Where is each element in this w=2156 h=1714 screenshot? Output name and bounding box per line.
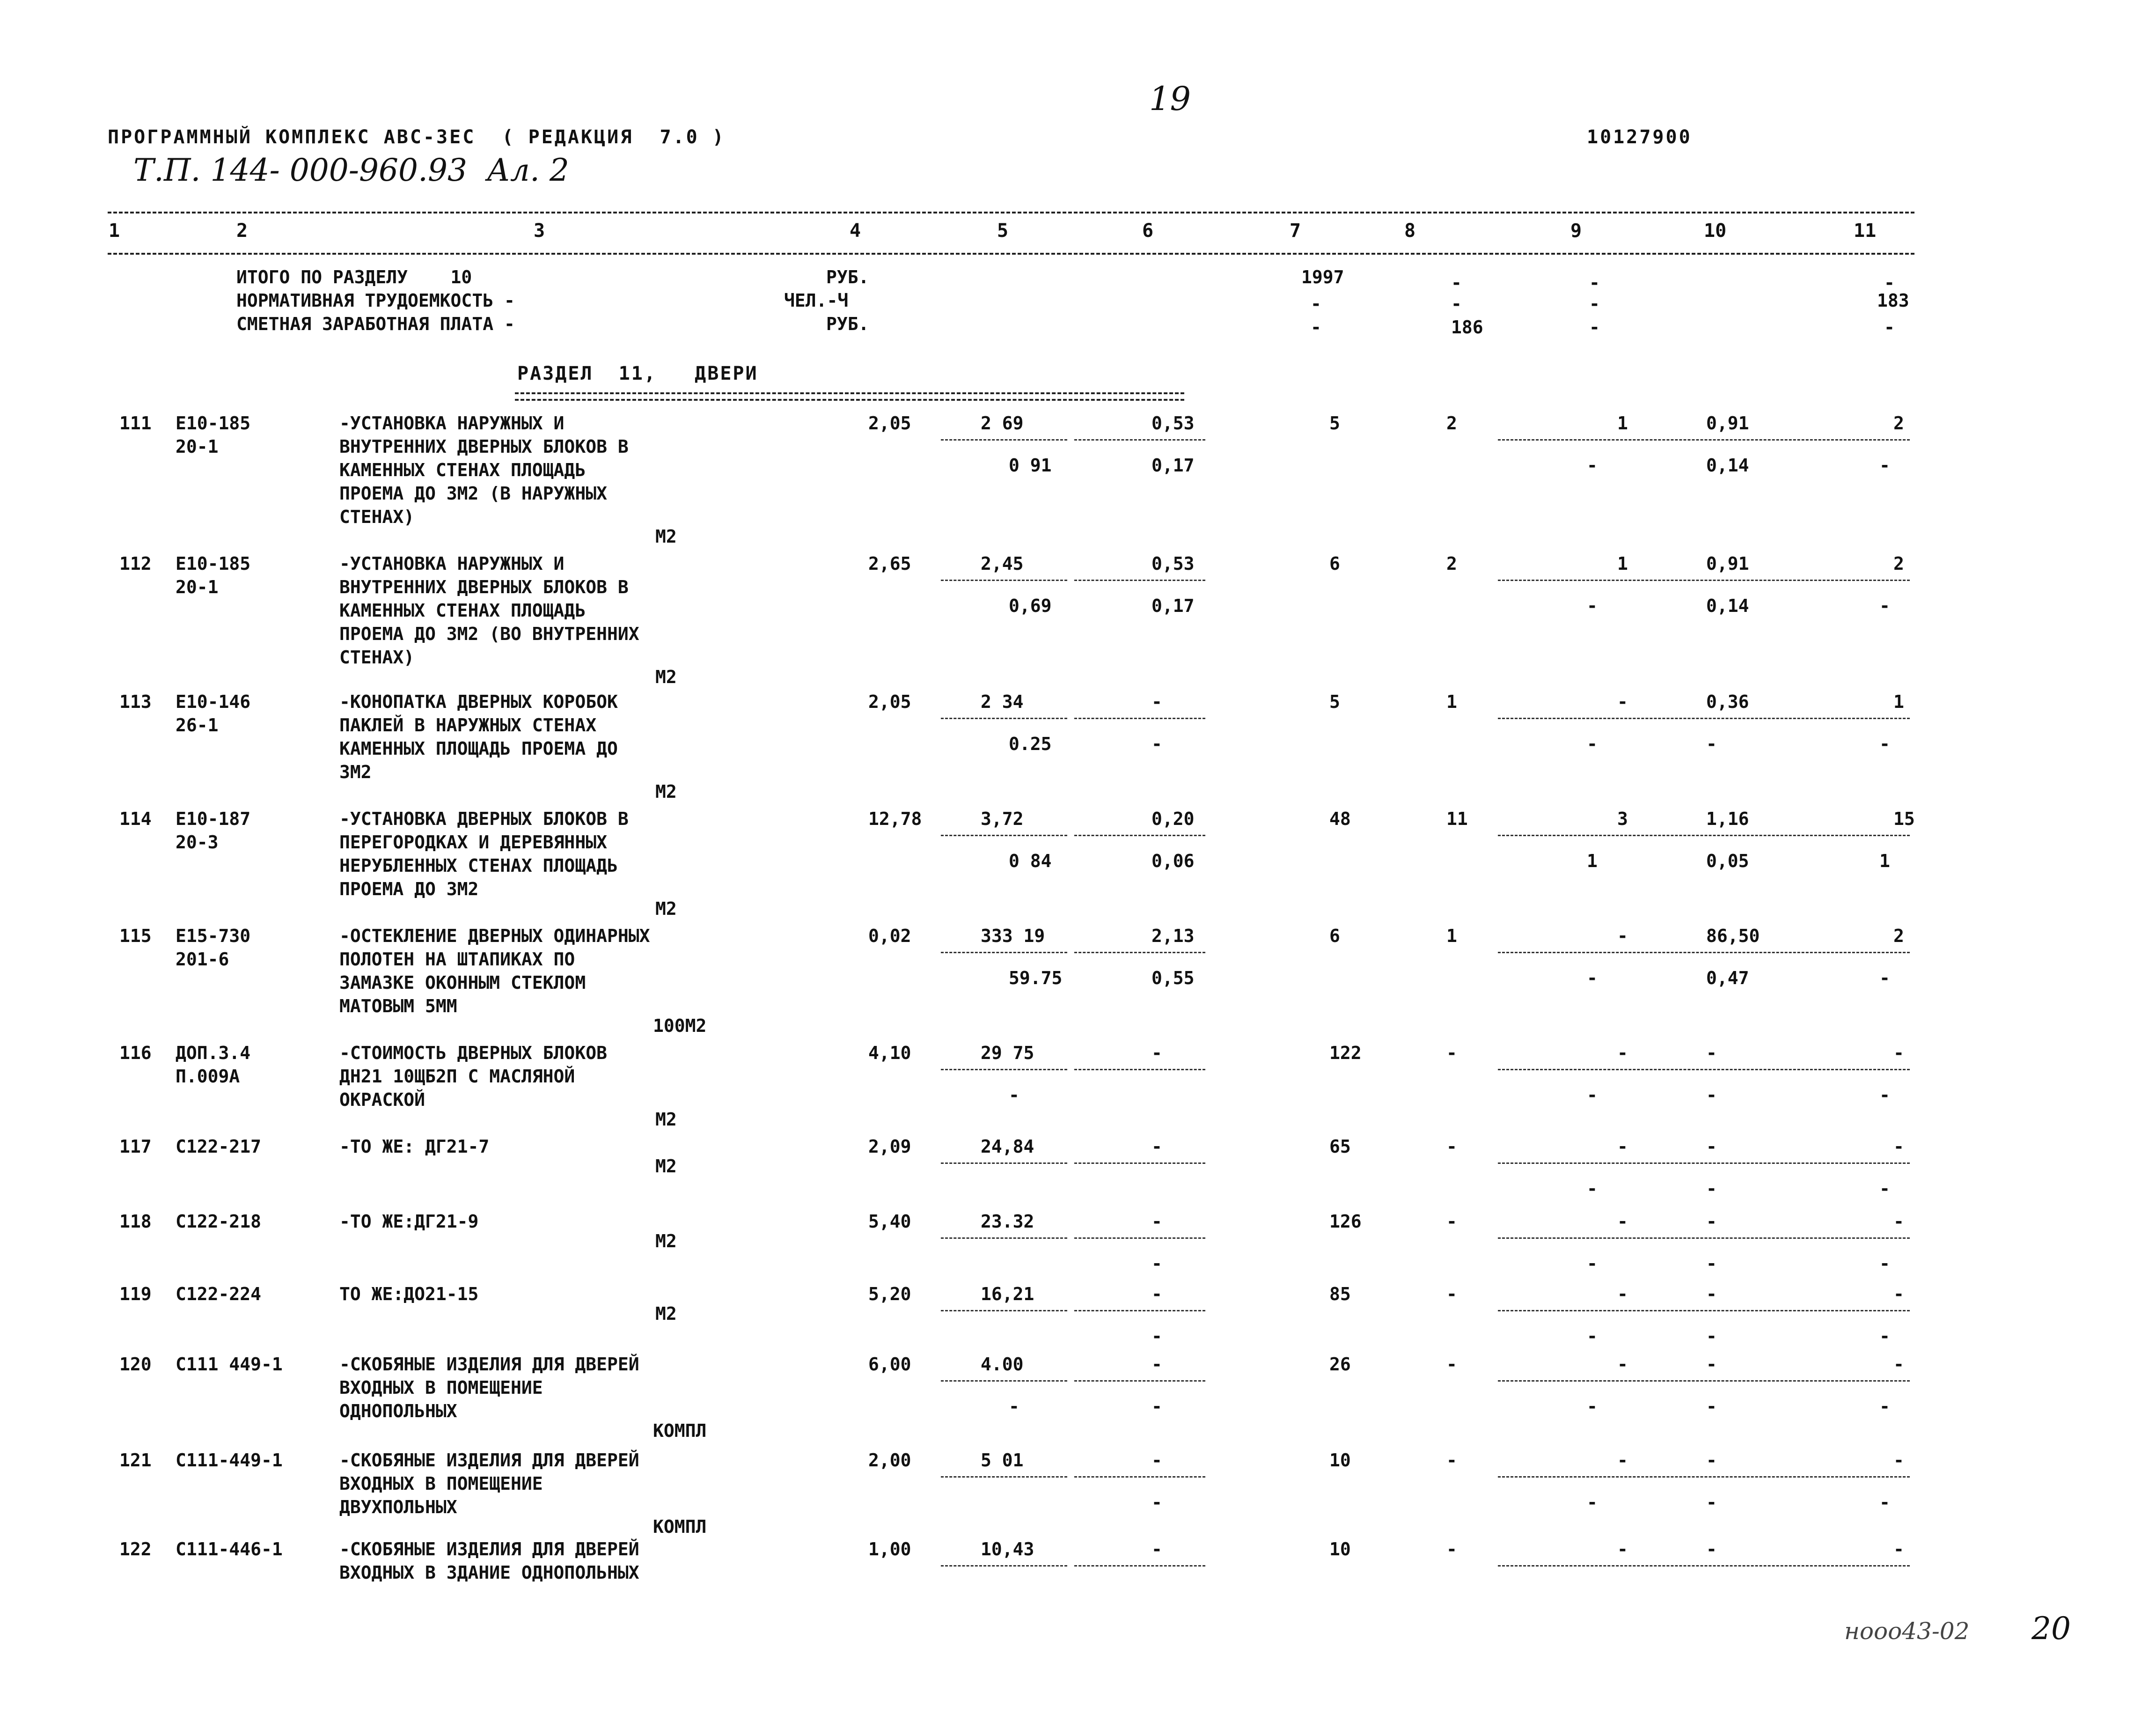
item-number: 121 — [119, 1450, 152, 1471]
cost-machines-wages: 1 — [1587, 851, 1598, 871]
item-description: -ТО ЖЕ: ДГ21-7 — [339, 1136, 490, 1157]
unit-price-machines-wages: 0,17 — [1151, 455, 1195, 476]
cost-divider — [1498, 1476, 1910, 1478]
column-number: 4 — [850, 220, 861, 242]
machines-divider — [1074, 952, 1205, 953]
labor-total: - — [1893, 1354, 1904, 1375]
item-number: 114 — [119, 809, 152, 829]
item-code: Е10-185 — [176, 413, 251, 434]
item-description: 3М2 — [339, 762, 372, 782]
item-number: 118 — [119, 1211, 152, 1232]
cost-divider — [1498, 580, 1910, 581]
labor-per-unit-machines: - — [1706, 1178, 1717, 1199]
item-description: ВНУТРЕННИХ ДВЕРНЫХ БЛОКОВ В — [339, 436, 629, 457]
cost-wages: 11 — [1446, 809, 1468, 829]
cost-machines-wages: - — [1587, 1085, 1598, 1105]
totals-value: - — [1311, 294, 1321, 314]
program-line: ПРОГРАММНЫЙ КОМПЛЕКС АВС-3ЕС ( РЕДАКЦИЯ 7.0 ) — [108, 126, 726, 148]
item-quantity: 2,05 — [868, 413, 911, 434]
item-description: ВНУТРЕННИХ ДВЕРНЫХ БЛОКОВ В — [339, 577, 629, 597]
unit-price-machines: - — [1151, 1284, 1162, 1304]
item-code: С122-218 — [176, 1211, 262, 1232]
cost-total: 10 — [1329, 1450, 1351, 1471]
unit-price-total: 16,21 — [981, 1284, 1034, 1304]
item-description: -УСТАНОВКА НАРУЖНЫХ И — [339, 413, 565, 434]
unit-price-total: 29 75 — [981, 1043, 1034, 1063]
column-number: 1 — [109, 220, 120, 242]
cost-total: 5 — [1329, 413, 1340, 434]
item-unit: 100М2 — [653, 1015, 707, 1036]
item-description: -УСТАНОВКА ДВЕРНЫХ БЛОКОВ В — [339, 809, 629, 829]
labor-per-unit-machines: 0,47 — [1706, 968, 1749, 988]
unit-price-total: 10,43 — [981, 1539, 1034, 1560]
item-description: ДВУХПОЛЬНЫХ — [339, 1497, 457, 1517]
cost-machines: - — [1617, 1539, 1628, 1560]
item-number: 116 — [119, 1043, 152, 1063]
item-unit: М2 — [655, 1109, 677, 1130]
labor-per-unit: - — [1706, 1284, 1717, 1304]
section-title-underline — [515, 392, 1184, 401]
cost-divider — [1498, 1162, 1910, 1164]
cost-wages: 1 — [1446, 691, 1457, 712]
labor-per-unit: 0,91 — [1706, 553, 1749, 574]
unit-price-machines-wages: 0,17 — [1151, 596, 1195, 616]
item-description: МАТОВЫМ 5ММ — [339, 996, 457, 1016]
unit-price-machines-wages: - — [1151, 1396, 1162, 1417]
unit-price-divider — [941, 835, 1067, 836]
labor-total: - — [1893, 1211, 1904, 1232]
labor-total: 15 — [1893, 809, 1915, 829]
item-number: 120 — [119, 1354, 152, 1375]
machines-divider — [1074, 1476, 1205, 1478]
item-description: -УСТАНОВКА НАРУЖНЫХ И — [339, 553, 565, 574]
cost-machines: - — [1617, 1284, 1628, 1304]
column-number: 8 — [1404, 220, 1416, 242]
cost-machines-wages: - — [1587, 734, 1598, 754]
unit-price-wages: - — [1009, 1396, 1019, 1417]
item-code: 20-1 — [176, 577, 219, 597]
cost-machines-wages: - — [1587, 596, 1598, 616]
totals-value: - — [1884, 317, 1895, 338]
item-description: КАМЕННЫХ ПЛОЩАДЬ ПРОЕМА ДО — [339, 738, 618, 759]
labor-total-machines: - — [1879, 1396, 1890, 1417]
unit-price-machines: 0,53 — [1151, 413, 1195, 434]
cost-total: 6 — [1329, 553, 1340, 574]
machines-divider — [1074, 718, 1205, 719]
unit-price-divider — [941, 1380, 1067, 1382]
cost-wages: - — [1446, 1043, 1457, 1063]
item-code: П.009А — [176, 1066, 240, 1087]
cost-wages: - — [1446, 1136, 1457, 1157]
item-code: Е10-187 — [176, 809, 251, 829]
header-rule-top — [108, 212, 1914, 213]
item-description: -ОСТЕКЛЕНИЕ ДВЕРНЫХ ОДИНАРНЫХ — [339, 926, 650, 946]
labor-per-unit: - — [1706, 1539, 1717, 1560]
totals-unit: РУБ. — [826, 267, 869, 287]
item-code: 20-3 — [176, 832, 219, 853]
labor-total-machines: - — [1879, 734, 1890, 754]
item-description: ПЕРЕГОРОДКАХ И ДЕРЕВЯННЫХ — [339, 832, 607, 853]
item-quantity: 1,00 — [868, 1539, 911, 1560]
item-description: ПАКЛЕЙ В НАРУЖНЫХ СТЕНАХ — [339, 715, 597, 736]
machines-divider — [1074, 1237, 1205, 1239]
column-number: 3 — [534, 220, 545, 242]
totals-label: СМЕТНАЯ ЗАРАБОТНАЯ ПЛАТА - — [236, 314, 515, 334]
item-description: ЗАМАЗКЕ ОКОННЫМ СТЕКЛОМ — [339, 972, 586, 993]
unit-price-machines: 0,20 — [1151, 809, 1195, 829]
page-number-top: 19 — [1149, 80, 1191, 118]
labor-per-unit-machines: - — [1706, 1396, 1717, 1417]
item-code: Е15-730 — [176, 926, 251, 946]
unit-price-machines-wages: 0,06 — [1151, 851, 1195, 871]
section-title: РАЗДЕЛ 11, ДВЕРИ — [517, 363, 758, 384]
item-quantity: 2,09 — [868, 1136, 911, 1157]
unit-price-divider — [941, 1069, 1067, 1070]
totals-label: НОРМАТИВНАЯ ТРУДОЕМКОСТЬ - — [236, 290, 515, 311]
unit-price-machines-wages: - — [1151, 1326, 1162, 1346]
column-number: 10 — [1704, 220, 1727, 242]
labor-total: - — [1893, 1450, 1904, 1471]
labor-total-machines: - — [1879, 1085, 1890, 1105]
item-code: ДОП.3.4 — [176, 1043, 251, 1063]
labor-total-machines: - — [1879, 1253, 1890, 1274]
labor-total: 2 — [1893, 926, 1904, 946]
document-code: 10127900 — [1587, 126, 1692, 148]
unit-price-divider — [941, 580, 1067, 581]
item-quantity: 6,00 — [868, 1354, 911, 1375]
item-code: Е10-185 — [176, 553, 251, 574]
item-unit: М2 — [655, 1156, 677, 1177]
cost-total: 65 — [1329, 1136, 1351, 1157]
labor-per-unit: - — [1706, 1354, 1717, 1375]
unit-price-divider — [941, 439, 1067, 441]
totals-label: ИТОГО ПО РАЗДЕЛУ 10 — [236, 267, 472, 287]
cost-machines: - — [1617, 1211, 1628, 1232]
cost-machines: - — [1617, 1354, 1628, 1375]
cost-wages: - — [1446, 1450, 1457, 1471]
labor-per-unit: 0,91 — [1706, 413, 1749, 434]
unit-price-total: 2,45 — [981, 553, 1024, 574]
labor-total-machines: - — [1879, 596, 1890, 616]
item-description: ДН21 10ЩБ2П С МАСЛЯНОЙ — [339, 1066, 575, 1087]
cost-machines-wages: - — [1587, 1326, 1598, 1346]
machines-divider — [1074, 439, 1205, 441]
totals-value: - — [1451, 294, 1462, 314]
item-description: -КОНОПАТКА ДВЕРНЫХ КОРОБОК — [339, 691, 618, 712]
cost-machines: - — [1617, 691, 1628, 712]
unit-price-divider — [941, 1162, 1067, 1164]
item-number: 117 — [119, 1136, 152, 1157]
labor-total: - — [1893, 1539, 1904, 1560]
item-unit: М2 — [655, 526, 677, 547]
labor-per-unit: - — [1706, 1450, 1717, 1471]
item-description: ОДНОПОЛЬНЫХ — [339, 1401, 457, 1421]
totals-value: - — [1589, 294, 1600, 314]
labor-per-unit-machines: - — [1706, 1085, 1717, 1105]
item-number: 115 — [119, 926, 152, 946]
labor-total-machines: - — [1879, 968, 1890, 988]
item-description: НЕРУБЛЕННЫХ СТЕНАХ ПЛОЩАДЬ — [339, 855, 618, 876]
machines-divider — [1074, 580, 1205, 581]
item-unit: М2 — [655, 1303, 677, 1324]
cost-total: 48 — [1329, 809, 1351, 829]
unit-price-machines: 2,13 — [1151, 926, 1195, 946]
item-number: 119 — [119, 1284, 152, 1304]
labor-per-unit: 0,36 — [1706, 691, 1749, 712]
item-description: СТЕНАХ) — [339, 647, 415, 668]
item-unit: КОМПЛ — [653, 1420, 707, 1441]
item-code: С122-217 — [176, 1136, 262, 1157]
column-number: 11 — [1854, 220, 1877, 242]
unit-price-machines: 0,53 — [1151, 553, 1195, 574]
item-code: С111-449-1 — [176, 1450, 283, 1471]
totals-value: 186 — [1451, 317, 1483, 338]
unit-price-wages: - — [1009, 1085, 1019, 1105]
item-unit: М2 — [655, 667, 677, 687]
cost-machines: 1 — [1617, 413, 1628, 434]
item-description: СТЕНАХ) — [339, 507, 415, 527]
labor-per-unit-machines: - — [1706, 734, 1717, 754]
unit-price-wages: 0,69 — [1009, 596, 1052, 616]
cost-total: 6 — [1329, 926, 1340, 946]
cost-wages: - — [1446, 1284, 1457, 1304]
header-rule-bottom — [108, 253, 1914, 255]
footer-page-number: 20 — [2031, 1611, 2071, 1647]
cost-machines-wages: - — [1587, 1492, 1598, 1513]
cost-divider — [1498, 439, 1910, 441]
item-unit: М2 — [655, 898, 677, 919]
cost-machines-wages: - — [1587, 1253, 1598, 1274]
unit-price-divider — [941, 718, 1067, 719]
item-code: 20-1 — [176, 436, 219, 457]
item-code: С111-446-1 — [176, 1539, 283, 1560]
unit-price-divider — [941, 1565, 1067, 1567]
item-code: С122-224 — [176, 1284, 262, 1304]
unit-price-machines-wages: - — [1151, 1492, 1162, 1513]
cost-wages: 2 — [1446, 553, 1457, 574]
cost-wages: - — [1446, 1354, 1457, 1375]
machines-divider — [1074, 1069, 1205, 1070]
machines-divider — [1074, 1310, 1205, 1311]
item-quantity: 2,00 — [868, 1450, 911, 1471]
item-quantity: 4,10 — [868, 1043, 911, 1063]
cost-machines: - — [1617, 1043, 1628, 1063]
cost-divider — [1498, 1237, 1910, 1239]
cost-total: 85 — [1329, 1284, 1351, 1304]
cost-divider — [1498, 1310, 1910, 1311]
labor-total: - — [1893, 1136, 1904, 1157]
machines-divider — [1074, 1162, 1205, 1164]
cost-machines-wages: - — [1587, 1178, 1598, 1199]
machines-divider — [1074, 1565, 1205, 1567]
totals-value: - — [1311, 317, 1321, 338]
item-description: ОКРАСКОЙ — [339, 1089, 425, 1110]
column-number: 9 — [1570, 220, 1582, 242]
unit-price-machines: - — [1151, 1211, 1162, 1232]
labor-per-unit: 86,50 — [1706, 926, 1760, 946]
labor-total-machines: - — [1879, 455, 1890, 476]
item-unit: КОМПЛ — [653, 1516, 707, 1537]
cost-machines-wages: - — [1587, 455, 1598, 476]
unit-price-machines: - — [1151, 1539, 1162, 1560]
cost-total: 122 — [1329, 1043, 1362, 1063]
machines-divider — [1074, 1380, 1205, 1382]
unit-price-divider — [941, 1476, 1067, 1478]
labor-per-unit-machines: 0,05 — [1706, 851, 1749, 871]
labor-total: - — [1893, 1284, 1904, 1304]
project-reference: Т.П. 144- 000-960.93 Ал. 2 — [133, 152, 569, 188]
item-description: -СКОБЯНЫЕ ИЗДЕЛИЯ ДЛЯ ДВЕРЕЙ — [339, 1539, 639, 1560]
labor-per-unit-machines: - — [1706, 1492, 1717, 1513]
totals-unit: РУБ. — [826, 314, 869, 334]
item-quantity: 0,02 — [868, 926, 911, 946]
item-unit: М2 — [655, 1231, 677, 1251]
item-description: -СКОБЯНЫЕ ИЗДЕЛИЯ ДЛЯ ДВЕРЕЙ — [339, 1450, 639, 1471]
cost-wages: - — [1446, 1539, 1457, 1560]
labor-per-unit: - — [1706, 1136, 1717, 1157]
unit-price-machines: - — [1151, 1136, 1162, 1157]
unit-price-machines: - — [1151, 1043, 1162, 1063]
cost-total: 5 — [1329, 691, 1340, 712]
unit-price-machines: - — [1151, 1354, 1162, 1375]
unit-price-total: 4.00 — [981, 1354, 1024, 1375]
unit-price-total: 3,72 — [981, 809, 1024, 829]
item-quantity: 5,20 — [868, 1284, 911, 1304]
item-quantity: 2,65 — [868, 553, 911, 574]
item-code: Е10-146 — [176, 691, 251, 712]
cost-divider — [1498, 1069, 1910, 1070]
item-code: 26-1 — [176, 715, 219, 736]
labor-total: 1 — [1893, 691, 1904, 712]
cost-wages: 2 — [1446, 413, 1457, 434]
unit-price-total: 23.32 — [981, 1211, 1034, 1232]
item-description: КАМЕННЫХ СТЕНАХ ПЛОЩАДЬ — [339, 600, 586, 621]
labor-total-machines: - — [1879, 1178, 1890, 1199]
item-number: 113 — [119, 691, 152, 712]
unit-price-total: 24,84 — [981, 1136, 1034, 1157]
totals-value: - — [1589, 317, 1600, 338]
labor-total-machines: 1 — [1879, 851, 1890, 871]
cost-machines: - — [1617, 1136, 1628, 1157]
column-number: 2 — [236, 220, 248, 242]
cost-wages: - — [1446, 1211, 1457, 1232]
unit-price-divider — [941, 1237, 1067, 1239]
totals-value: - — [1451, 272, 1462, 293]
cost-machines: 1 — [1617, 553, 1628, 574]
machines-divider — [1074, 835, 1205, 836]
item-unit: М2 — [655, 781, 677, 802]
item-code: С111 449-1 — [176, 1354, 283, 1375]
labor-total-machines: - — [1879, 1326, 1890, 1346]
cost-divider — [1498, 835, 1910, 836]
cost-wages: 1 — [1446, 926, 1457, 946]
item-description: ВХОДНЫХ В ПОМЕЩЕНИЕ — [339, 1377, 543, 1398]
unit-price-machines-wages: - — [1151, 1253, 1162, 1274]
item-description: ПРОЕМА ДО 3М2 (ВО ВНУТРЕННИХ — [339, 624, 639, 644]
item-description: -ТО ЖЕ:ДГ21-9 — [339, 1211, 479, 1232]
footer-code: нооо43-02 — [1844, 1618, 1970, 1645]
column-number: 7 — [1290, 220, 1301, 242]
item-number: 122 — [119, 1539, 152, 1560]
labor-per-unit: 1,16 — [1706, 809, 1749, 829]
unit-price-total: 333 19 — [981, 926, 1045, 946]
unit-price-machines-wages: 0,55 — [1151, 968, 1195, 988]
cost-total: 10 — [1329, 1539, 1351, 1560]
labor-total: - — [1893, 1043, 1904, 1063]
cost-machines: - — [1617, 926, 1628, 946]
unit-price-machines: - — [1151, 1450, 1162, 1471]
item-description: ПРОЕМА ДО 3М2 (В НАРУЖНЫХ — [339, 483, 607, 504]
labor-per-unit-machines: - — [1706, 1253, 1717, 1274]
item-description: ПОЛОТЕН НА ШТАПИКАХ ПО — [339, 949, 575, 970]
cost-divider — [1498, 1565, 1910, 1567]
cost-divider — [1498, 1380, 1910, 1382]
item-description: -СТОИМОСТЬ ДВЕРНЫХ БЛОКОВ — [339, 1043, 607, 1063]
item-description: -СКОБЯНЫЕ ИЗДЕЛИЯ ДЛЯ ДВЕРЕЙ — [339, 1354, 639, 1375]
cost-total: 26 — [1329, 1354, 1351, 1375]
unit-price-total: 2 34 — [981, 691, 1024, 712]
item-description: КАМЕННЫХ СТЕНАХ ПЛОЩАДЬ — [339, 460, 586, 480]
labor-per-unit: - — [1706, 1211, 1717, 1232]
unit-price-total: 5 01 — [981, 1450, 1024, 1471]
item-code: 201-6 — [176, 949, 229, 970]
column-number: 5 — [997, 220, 1009, 242]
labor-total-machines: - — [1879, 1492, 1890, 1513]
item-description: ТО ЖЕ:ДО21-15 — [339, 1284, 479, 1304]
cost-divider — [1498, 718, 1910, 719]
unit-price-wages: 0 84 — [1009, 851, 1052, 871]
totals-value: 183 — [1877, 290, 1909, 311]
item-quantity: 5,40 — [868, 1211, 911, 1232]
unit-price-wages: 0.25 — [1009, 734, 1052, 754]
unit-price-wages: 59.75 — [1009, 968, 1063, 988]
item-number: 112 — [119, 553, 152, 574]
totals-value: 1997 — [1301, 267, 1344, 287]
labor-total: 2 — [1893, 413, 1904, 434]
item-number: 111 — [119, 413, 152, 434]
cost-divider — [1498, 952, 1910, 953]
labor-per-unit: - — [1706, 1043, 1717, 1063]
totals-value: - — [1589, 272, 1600, 293]
item-quantity: 12,78 — [868, 809, 922, 829]
cost-machines: - — [1617, 1450, 1628, 1471]
unit-price-divider — [941, 952, 1067, 953]
labor-per-unit-machines: - — [1706, 1326, 1717, 1346]
labor-per-unit-machines: 0,14 — [1706, 455, 1749, 476]
cost-machines-wages: - — [1587, 968, 1598, 988]
cost-total: 126 — [1329, 1211, 1362, 1232]
unit-price-machines: - — [1151, 691, 1162, 712]
item-quantity: 2,05 — [868, 691, 911, 712]
labor-total: 2 — [1893, 553, 1904, 574]
labor-per-unit-machines: 0,14 — [1706, 596, 1749, 616]
unit-price-total: 2 69 — [981, 413, 1024, 434]
totals-value: - — [1884, 272, 1895, 293]
unit-price-divider — [941, 1310, 1067, 1311]
column-number: 6 — [1142, 220, 1154, 242]
item-description: ВХОДНЫХ В ЗДАНИЕ ОДНОПОЛЬНЫХ — [339, 1562, 639, 1583]
totals-unit: ЧЕЛ.-Ч — [784, 290, 849, 311]
cost-machines-wages: - — [1587, 1396, 1598, 1417]
item-description: ПРОЕМА ДО 3М2 — [339, 879, 479, 899]
cost-machines: 3 — [1617, 809, 1628, 829]
unit-price-machines-wages: - — [1151, 734, 1162, 754]
unit-price-wages: 0 91 — [1009, 455, 1052, 476]
item-description: ВХОДНЫХ В ПОМЕЩЕНИЕ — [339, 1473, 543, 1494]
